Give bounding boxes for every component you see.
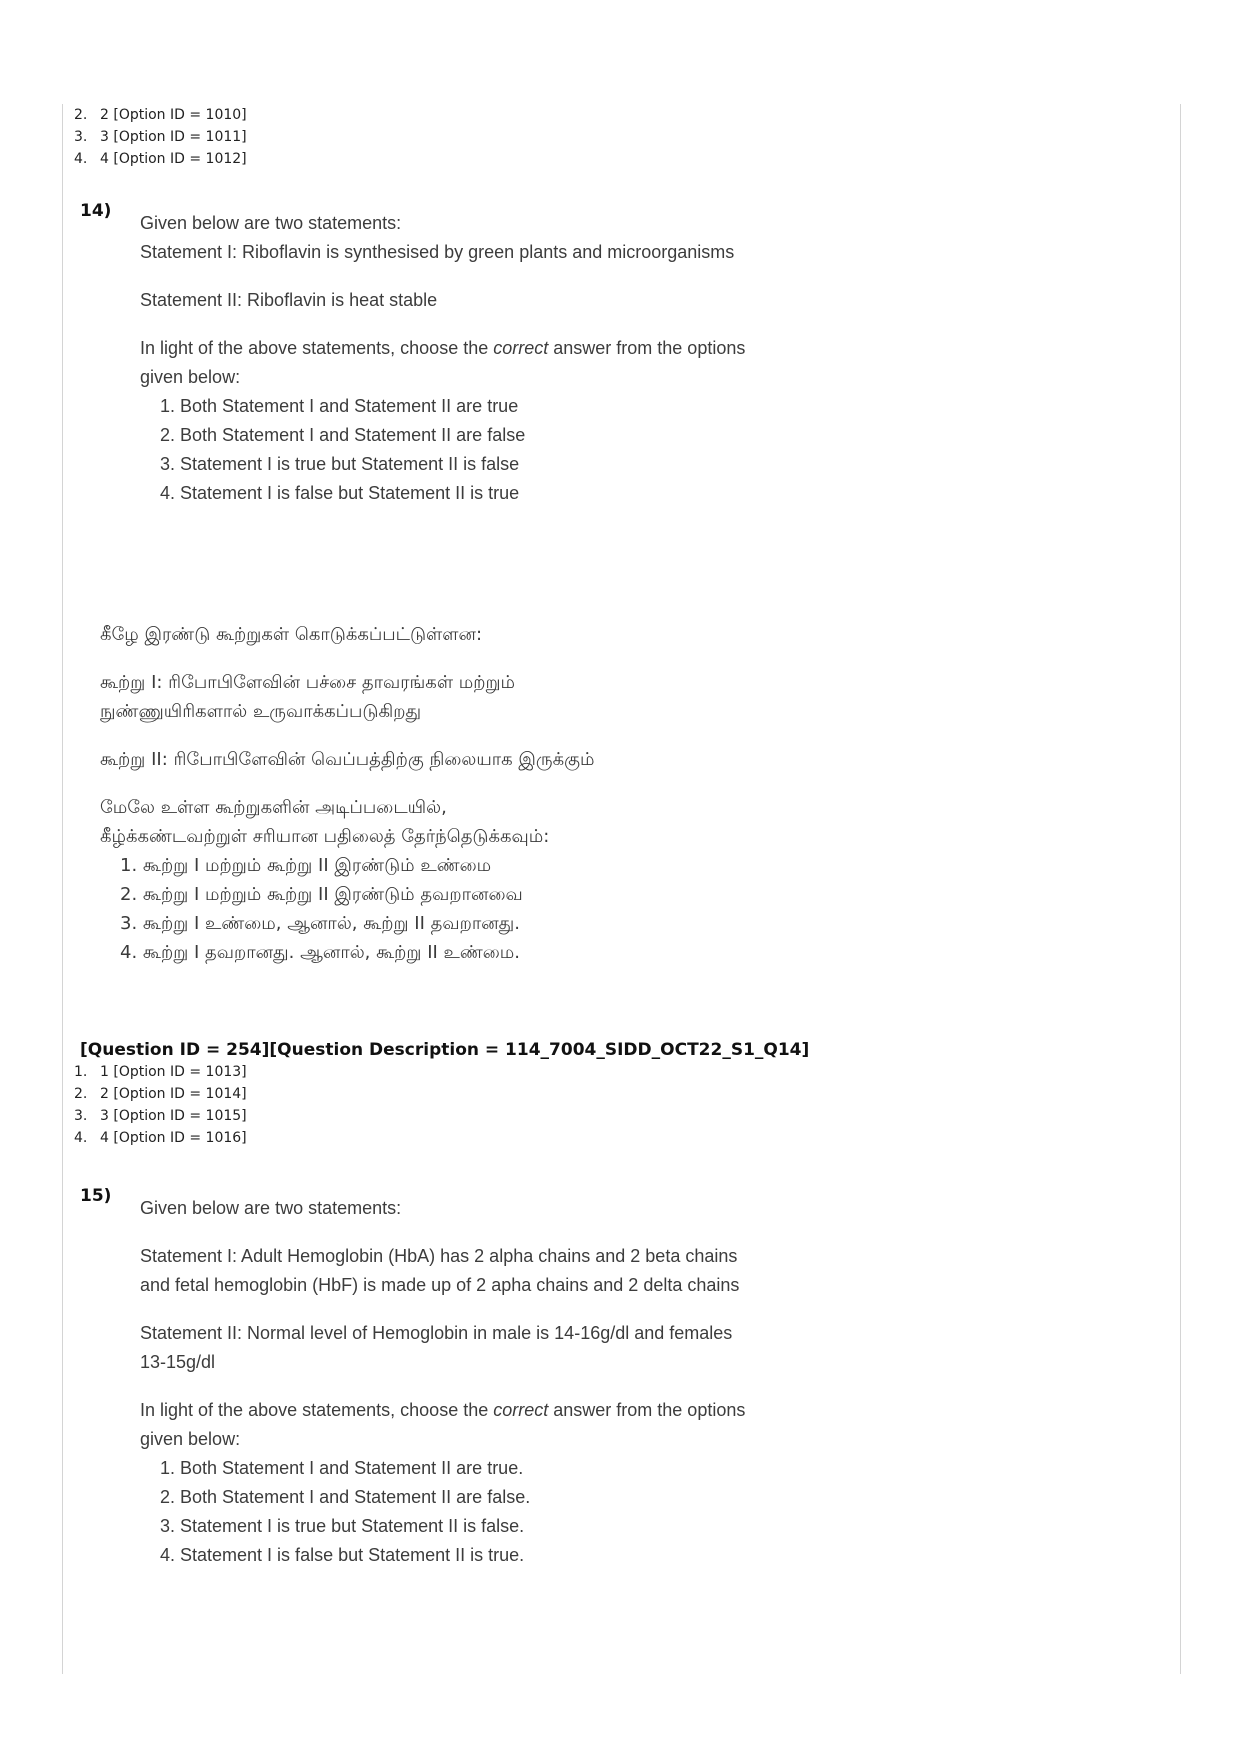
tamil-answer-choices (100, 851, 860, 967)
option-item: 3. 3 [Option ID = 1015] (74, 1108, 247, 1124)
option-item: 4. 4 [Option ID = 1016] (74, 1130, 247, 1146)
choice-item: 1. Both Statement I and Statement II are true (160, 396, 519, 416)
question-prompt: In light of the above statements, choose the correct answer from the options given below: (140, 1400, 746, 1449)
option-item: 2. 2 [Option ID = 1014] (74, 1086, 247, 1102)
choice-item: 3. கூற்று I உண்மை, ஆனால், கூற்று II தவறானது. (120, 913, 521, 934)
tamil-statement-1: கூற்று I: ரிபோபிளேவின் பச்சை தாவரங்கள் மற்றும் நுண்ணுயிரிகளால் உருவாக்கப்படுகிறது (100, 672, 516, 722)
statement-1: Statement I: Riboflavin is synthesised by green plants and microorganisms (140, 242, 735, 262)
question-number: 14) (80, 201, 112, 221)
right-margin-rule (1180, 104, 1181, 1674)
question-14-english (140, 209, 760, 508)
option-item: 1. 1 [Option ID = 1013] (74, 1064, 247, 1080)
question-intro: Given below are two statements: (140, 213, 402, 233)
tamil-statement-2: கூற்று II: ரிபோபிளேவின் வெப்பத்திற்கு நிலையாக இருக்கும் (100, 749, 595, 770)
choice-item: 1. கூற்று I மற்றும் கூற்று II இரண்டும் உண்மை (120, 855, 492, 876)
question-number: 15) (80, 1186, 112, 1206)
statement-2: Statement II: Normal level of Hemoglobin in male is 14-16g/dl and females 13-15g/dl (140, 1323, 733, 1372)
question-15-english (140, 1194, 760, 1570)
option-item: 3. 3 [Option ID = 1011] (74, 129, 247, 145)
answer-choices (140, 392, 760, 508)
question-metadata: [Question ID = 254][Question Description = 114_7004_SIDD_OCT22_S1_Q14] (80, 1040, 810, 1060)
tamil-intro: கீழே இரண்டு கூற்றுகள் கொடுக்கப்பட்டுள்ளன: (100, 624, 483, 645)
question-14-tamil (100, 620, 860, 967)
option-item: 4. 4 [Option ID = 1012] (74, 151, 247, 167)
statement-1: Statement I: Adult Hemoglobin (HbA) has 2 alpha chains and 2 beta chains and fetal hemoglobin (HbF) is made up of 2 apha chains and 2 delta chains (140, 1246, 740, 1295)
choice-item: 1. Both Statement I and Statement II are true. (160, 1458, 524, 1478)
answer-choices (140, 1454, 760, 1570)
statement-2: Statement II: Riboflavin is heat stable (140, 290, 438, 310)
choice-item: 3. Statement I is true but Statement II is false. (160, 1516, 525, 1536)
choice-item: 4. Statement I is false but Statement II is true (160, 483, 520, 503)
question-14-options (74, 1061, 247, 1149)
previous-question-options (74, 104, 247, 170)
tamil-prompt: மேலே உள்ள கூற்றுகளின் அடிப்படையில், கீழ்க்கண்டவற்றுள் சரியான பதிலைத் தேர்ந்தெடுக்கவும்: (100, 797, 550, 847)
option-item: 2. 2 [Option ID = 1010] (74, 107, 247, 123)
left-margin-rule (62, 104, 63, 1674)
choice-item: 2. Both Statement I and Statement II are false. (160, 1487, 531, 1507)
choice-item: 3. Statement I is true but Statement II is false (160, 454, 520, 474)
choice-item: 2. கூற்று I மற்றும் கூற்று II இரண்டும் தவறானவை (120, 884, 523, 905)
question-intro: Given below are two statements: (140, 1198, 402, 1218)
choice-item: 2. Both Statement I and Statement II are false (160, 425, 526, 445)
choice-item: 4. Statement I is false but Statement II is true. (160, 1545, 525, 1565)
question-prompt: In light of the above statements, choose the correct answer from the options given below: (140, 338, 746, 387)
choice-item: 4. கூற்று I தவறானது. ஆனால், கூற்று II உண்மை. (120, 942, 521, 963)
